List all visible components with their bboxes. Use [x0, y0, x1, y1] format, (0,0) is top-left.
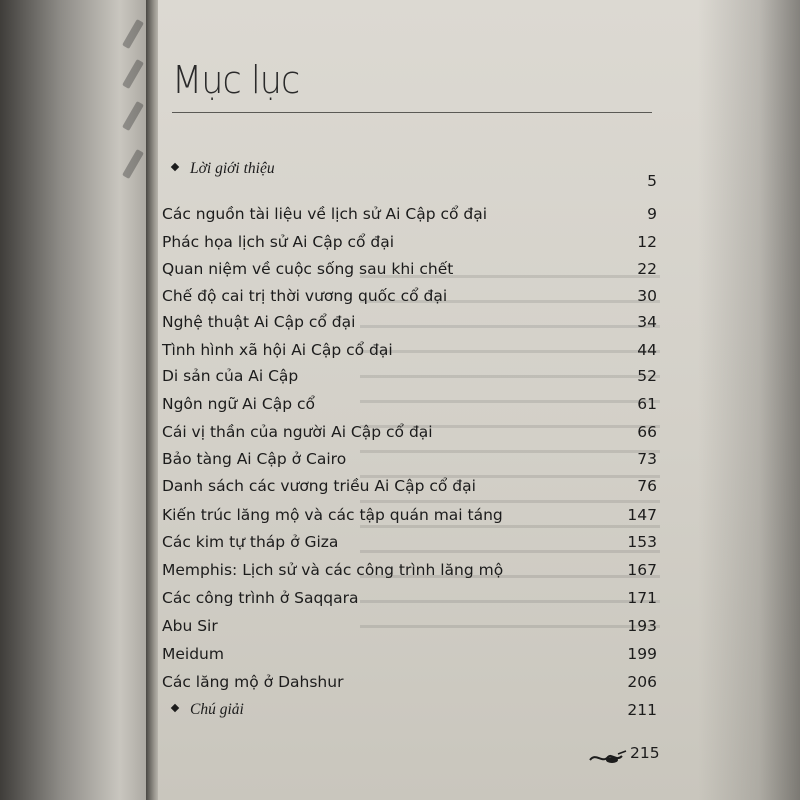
- facing-page-text: [122, 19, 144, 49]
- toc-entry-title: [162, 367, 298, 385]
- toc-entry-title: [162, 533, 338, 551]
- toc-page-number: 153: [627, 533, 657, 551]
- toc-entry: [162, 561, 657, 587]
- toc-entry-label: Abu Sir: [162, 617, 218, 635]
- title-divider: [172, 112, 652, 113]
- toc-page-number: 61: [637, 395, 657, 413]
- toc-page-number: 12: [637, 233, 657, 251]
- toc-entry-label: Meidum: [162, 645, 224, 663]
- toc-entry-title: [162, 341, 393, 359]
- toc-entry-label: Cái vị thần của người Ai Cập cổ đại: [162, 423, 433, 441]
- toc-entry-label: Quan niệm về cuộc sống sau khi chết: [162, 260, 454, 278]
- toc-entry: [162, 589, 657, 615]
- toc-page-number: 5: [647, 172, 657, 190]
- toc-page-number: 206: [627, 673, 657, 691]
- toc-entry-title: [162, 287, 447, 305]
- toc-page-number: 30: [637, 287, 657, 305]
- toc-entry: [162, 673, 657, 699]
- page-shadow: [698, 0, 800, 800]
- toc-page-number: 66: [637, 423, 657, 441]
- toc-entry: [162, 450, 657, 476]
- toc-page-number: 76: [637, 477, 657, 495]
- toc-entry-title: [162, 450, 346, 468]
- toc-entry: [162, 287, 657, 313]
- toc-entry-title: [162, 423, 433, 441]
- toc-entry-title: [162, 561, 503, 579]
- toc-entry-title: [162, 645, 224, 663]
- toc-page-number: 171: [627, 589, 657, 607]
- page-title: Mục lục: [172, 58, 300, 102]
- diamond-bullet-icon: [171, 163, 179, 171]
- toc-page-number: 22: [637, 260, 657, 278]
- toc-entry-title: [162, 205, 487, 223]
- toc-entry: [162, 701, 657, 727]
- toc-entry-label: Các kim tự tháp ở Giza: [162, 533, 339, 551]
- toc-entry-label: Bảo tàng Ai Cập ở Cairo: [162, 450, 347, 468]
- toc-entry: [162, 395, 657, 421]
- toc-entry-label: Di sản của Ai Cập: [162, 367, 299, 385]
- toc-entry-title: [162, 506, 503, 524]
- toc-entry-label: Tình hình xã hội Ai Cập cổ đại: [162, 341, 393, 359]
- toc-entry-label: Ngôn ngữ Ai Cập cổ: [162, 395, 316, 413]
- toc-entry: [162, 341, 657, 367]
- toc-entry-title: [162, 617, 218, 635]
- toc-entry: [162, 367, 657, 393]
- toc-entry: [162, 160, 657, 190]
- toc-entry: [162, 313, 657, 339]
- toc-page-number: 34: [637, 313, 657, 331]
- toc-entry-title: [162, 260, 453, 278]
- page-number: 215: [630, 744, 660, 762]
- toc-entry-title: [162, 395, 315, 413]
- toc-entry: [162, 533, 657, 559]
- toc-entry: [162, 617, 657, 643]
- toc-page-number: 9: [647, 205, 657, 223]
- toc-entry: [162, 645, 657, 671]
- toc-page-number: 199: [627, 645, 657, 663]
- toc-page-number: 147: [627, 506, 657, 524]
- toc-entry: [162, 477, 657, 503]
- toc-entry: [162, 233, 657, 259]
- toc-page-number: 52: [637, 367, 657, 385]
- facing-page: [0, 0, 150, 800]
- toc-page-number: 73: [637, 450, 657, 468]
- toc-entry-label: Các lăng mộ ở Dahshur: [162, 673, 344, 691]
- toc-entry-label: Chú giải: [190, 701, 244, 718]
- toc-entry-title: [162, 313, 355, 331]
- toc-entry-label: Các nguồn tài liệu về lịch sử Ai Cập cổ đại: [162, 205, 488, 223]
- toc-page-number: 167: [627, 561, 657, 579]
- toc-entry-label: Lời giới thiệu: [190, 160, 275, 177]
- toc-entry-label: Memphis: Lịch sử và các công trình lăng mộ: [162, 561, 504, 579]
- toc-entry: [162, 506, 657, 532]
- facing-page-text: [122, 101, 144, 131]
- facing-page-text: [122, 149, 144, 179]
- diamond-bullet-icon: [171, 704, 179, 712]
- toc-entry-label: Nghệ thuật Ai Cập cổ đại: [162, 313, 356, 331]
- toc-entry: [162, 423, 657, 449]
- toc-entry-title: [162, 233, 394, 251]
- toc-entry-title: [172, 701, 244, 719]
- toc-entry-label: Chế độ cai trị thời vương quốc cổ đại: [162, 287, 448, 305]
- toc-entry-title: [162, 589, 359, 607]
- toc-page-number: 193: [627, 617, 657, 635]
- toc-entry: [162, 260, 657, 286]
- toc-entry-title: [172, 160, 275, 178]
- toc-page-number: 211: [627, 701, 657, 719]
- toc-entry-title: [162, 477, 476, 495]
- facing-page-text: [122, 59, 144, 89]
- toc-entry-label: Kiến trúc lăng mộ và các tập quán mai táng: [162, 506, 503, 524]
- toc-entry-label: Danh sách các vương triều Ai Cập cổ đại: [162, 477, 476, 495]
- toc-entry: [162, 205, 657, 231]
- toc-entry-label: Phác họa lịch sử Ai Cập cổ đại: [162, 233, 395, 251]
- toc-page-number: 44: [637, 341, 657, 359]
- page-footer: [588, 744, 658, 770]
- toc-entry-label: Các công trình ở Saqqara: [162, 589, 359, 607]
- toc-entry-title: [162, 673, 343, 691]
- ornament-icon: [588, 748, 628, 766]
